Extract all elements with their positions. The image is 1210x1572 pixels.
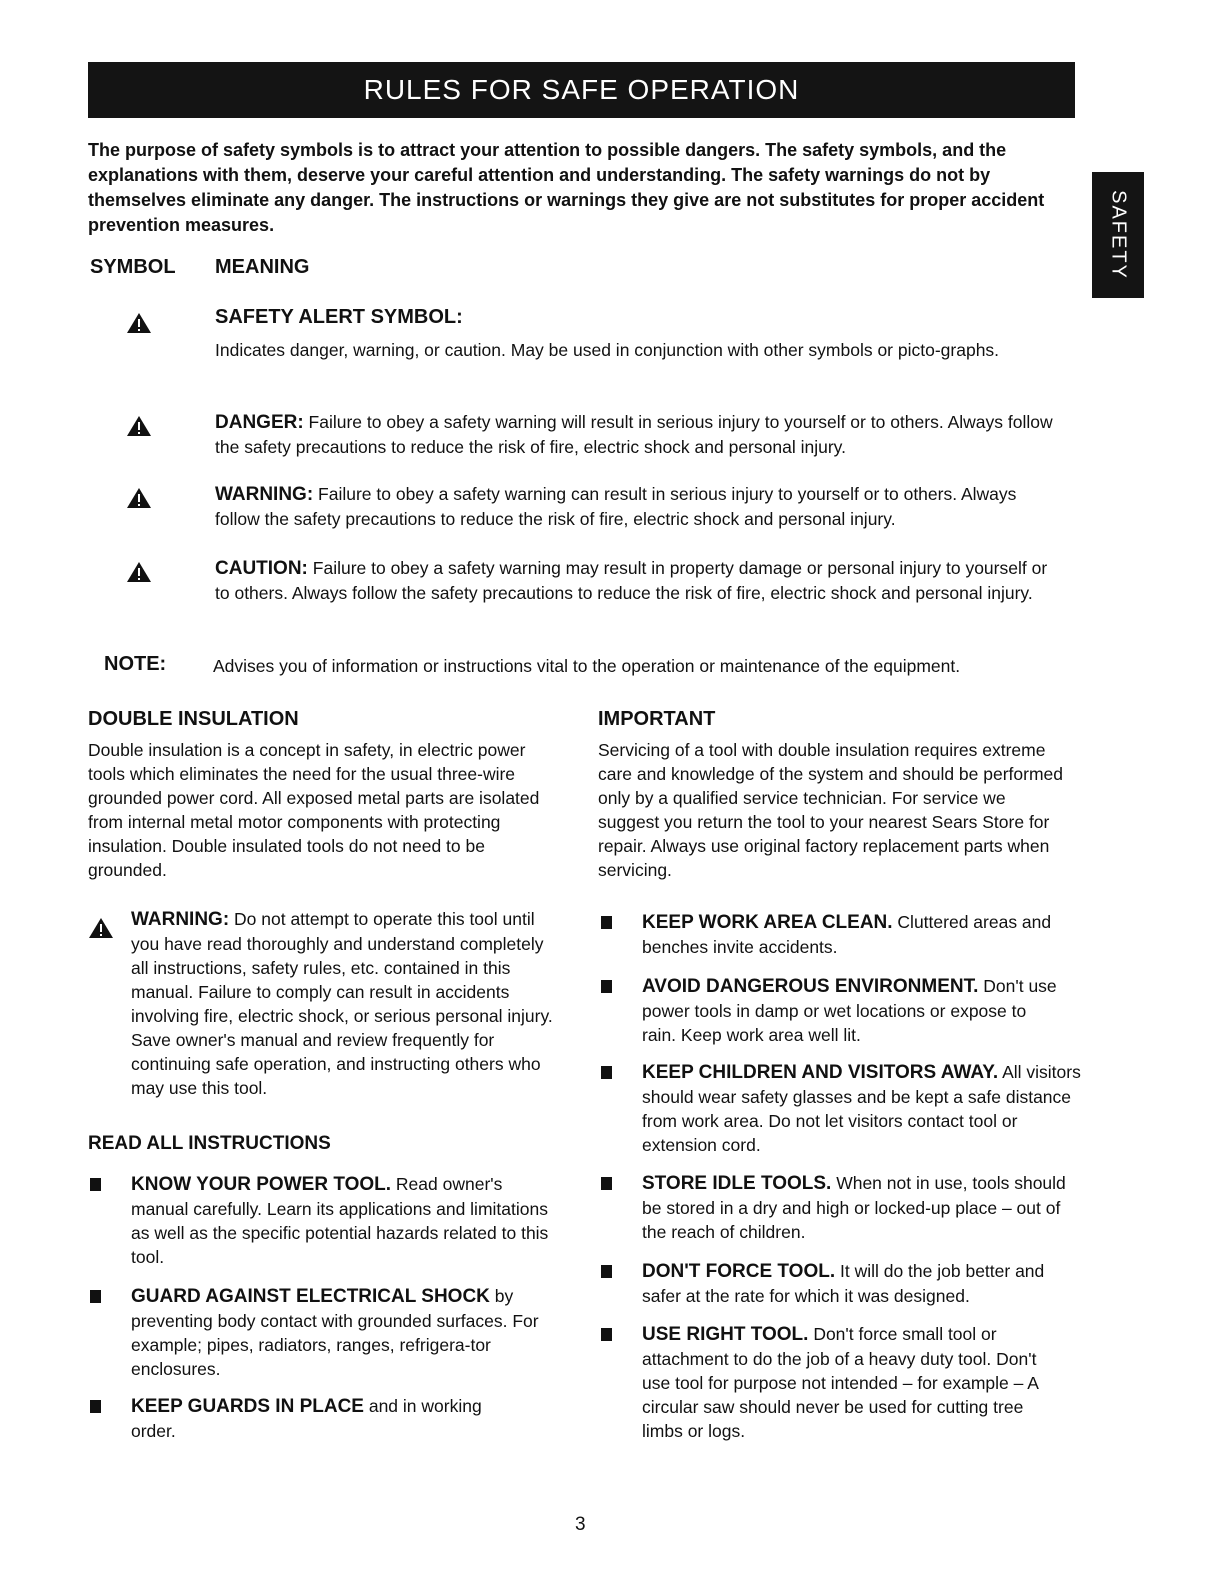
bullet-icon — [601, 916, 612, 929]
important-heading: IMPORTANT — [598, 708, 716, 730]
rule-text: All visitors should wear safety glasses and be kept a safe distance from work area. Do not let visitors contact tool or extension cord. — [642, 1062, 1081, 1155]
bullet-icon — [601, 1265, 612, 1278]
rule-lead: STORE IDLE TOOLS. — [642, 1173, 832, 1194]
note-text: Advises you of information or instructions vital to the operation or maintenance of the equipment. — [213, 656, 961, 676]
double-insulation-text: Double insulation is a concept in safety, in electric power tools which eliminates the need for the usual three-wire grounded power cord. All exposed metal parts are isolated from internal metal motor components with protecting insulation. Double insulated tools do not need to be grounded. — [88, 740, 540, 880]
warning-alert-icon — [126, 487, 152, 509]
important-text: Servicing of a tool with double insulation requires extreme care and knowledge of the system and should be performed only by a qualified service technician. For service we suggest you return the tool to your nearest Sears Store for repair. Always use original factory replacement parts when servicing. — [598, 740, 1064, 880]
danger-label: DANGER: — [215, 412, 304, 433]
danger-alert-icon — [126, 415, 152, 437]
page-number: 3 — [575, 1514, 586, 1535]
meaning-column-header: MEANING — [215, 256, 310, 278]
caution-alert-icon — [126, 561, 152, 583]
rule-text: Don't force small tool or attachment to do the job of a heavy duty tool. Don't use tool for purpose not intended – for example – A circular saw should never be used for cutting tree limbs or logs. — [642, 1324, 1038, 1441]
rule-keep-guards — [131, 1394, 531, 1443]
read-all-heading: READ ALL INSTRUCTIONS — [88, 1133, 331, 1154]
rule-work-area-clean — [642, 910, 1062, 959]
safety-alert-text: Indicates danger, warning, or caution. May be used in conjunction with other symbols or picto-graphs. — [215, 340, 1000, 360]
rule-guard-electrical-shock — [131, 1284, 563, 1381]
bullet-icon — [601, 1328, 612, 1341]
caution-entry — [215, 556, 1060, 605]
rule-text: Don't use power tools in damp or wet locations or expose to rain. Keep work area well lit. — [642, 976, 1057, 1045]
rule-lead: KEEP WORK AREA CLEAN. — [642, 912, 893, 933]
warning-box — [131, 907, 556, 1100]
rule-lead: KEEP GUARDS IN PLACE — [131, 1396, 364, 1417]
rule-lead: USE RIGHT TOOL. — [642, 1324, 809, 1345]
rule-store-idle-tools — [642, 1171, 1067, 1244]
warning-box-text: Do not attempt to operate this tool until you have read thoroughly and understand completely all instructions, safety rules, etc. contained in this manual. Failure to comply can result in accidents involving fire, electric shock, or serious personal injury. Save owner's manual and review frequently for continuing safe operation, and instructing others who may use this tool. — [131, 909, 553, 1098]
page-title-bar — [88, 62, 1075, 118]
rule-text: When not in use, tools should be stored in a dry and high or locked-up place – out of the reach of children. — [642, 1173, 1066, 1242]
bullet-icon — [601, 1177, 612, 1190]
rule-dangerous-environment — [642, 974, 1062, 1047]
double-insulation-heading: DOUBLE INSULATION — [88, 708, 299, 730]
bullet-icon — [601, 1066, 612, 1079]
rule-know-your-tool — [131, 1172, 559, 1269]
side-tab — [1092, 172, 1144, 298]
caution-label: CAUTION: — [215, 558, 308, 579]
warning-entry — [215, 482, 1060, 531]
page-title: RULES FOR SAFE OPERATION — [363, 74, 800, 105]
warning-label: WARNING: — [215, 484, 314, 505]
note-label: NOTE: — [104, 653, 167, 675]
rule-lead: KEEP CHILDREN AND VISITORS AWAY. — [642, 1062, 999, 1083]
side-tab-label: SAFETY — [1107, 190, 1130, 280]
rule-dont-force-tool — [642, 1259, 1067, 1308]
rule-lead: DON'T FORCE TOOL. — [642, 1261, 836, 1282]
rule-text: and in working order. — [131, 1396, 482, 1441]
caution-text: Failure to obey a safety warning may result in property damage or personal injury to yourself or to others. Always follow the safety precautions to reduce the risk of fire, electric shock and personal injury. — [215, 558, 1048, 603]
rule-text: It will do the job better and safer at the rate for which it was designed. — [642, 1261, 1045, 1306]
symbol-column-header: SYMBOL — [90, 256, 176, 278]
warning-box-alert-icon — [88, 917, 114, 939]
intro-paragraph: The purpose of safety symbols is to attract your attention to possible dangers. The safety symbols, and the explanations with them, deserve your careful attention and understanding. The safety warnings do not by themselves eliminate any danger. The instructions or warnings they give are not substitutes for proper accident prevention measures. — [88, 140, 1045, 235]
warning-box-label: WARNING: — [131, 909, 230, 930]
bullet-icon — [601, 980, 612, 993]
rule-lead: KNOW YOUR POWER TOOL. — [131, 1174, 392, 1195]
danger-text: Failure to obey a safety warning will result in serious injury to yourself or to others. Always follow the safety precautions to reduce the risk of fire, electric shock and personal injury. — [215, 412, 1053, 457]
rule-lead: GUARD AGAINST ELECTRICAL SHOCK — [131, 1286, 490, 1307]
rule-children-visitors — [642, 1060, 1082, 1157]
safety-alert-title: SAFETY ALERT SYMBOL: — [215, 306, 463, 328]
warning-text: Failure to obey a safety warning can result in serious injury to yourself or to others. Always follow the safety precautions to reduce the risk of fire, electric shock and personal injury. — [215, 484, 1017, 529]
bullet-icon — [90, 1290, 101, 1303]
rule-text: by preventing body contact with grounded surfaces. For example; pipes, radiators, ranges, refrigera-tor enclosures. — [131, 1286, 539, 1379]
rule-use-right-tool — [642, 1322, 1067, 1443]
danger-entry — [215, 410, 1060, 459]
rule-text: Cluttered areas and benches invite accidents. — [642, 912, 1052, 957]
safety-alert-icon — [126, 312, 152, 334]
bullet-icon — [90, 1400, 101, 1413]
rule-text: Read owner's manual carefully. Learn its applications and limitations as well as the specific potential hazards related to this tool. — [131, 1174, 549, 1267]
rule-lead: AVOID DANGEROUS ENVIRONMENT. — [642, 976, 979, 997]
bullet-icon — [90, 1178, 101, 1191]
